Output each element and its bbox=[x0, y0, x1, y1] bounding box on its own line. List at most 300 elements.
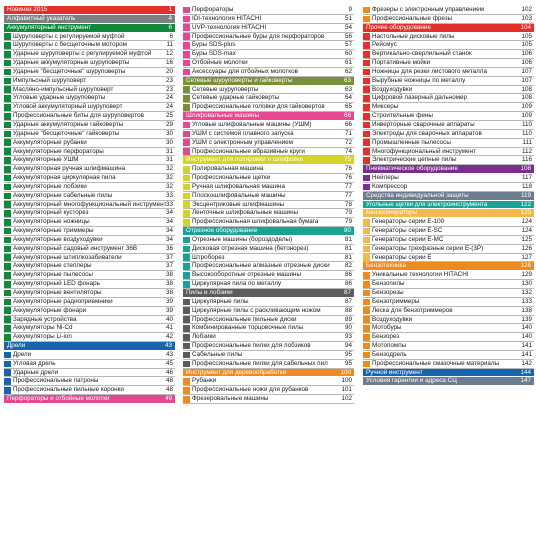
category-color-swatch bbox=[4, 175, 11, 182]
entry-title: Электрические цепные пилы bbox=[372, 156, 457, 164]
page-number: 77 bbox=[344, 191, 352, 199]
toc-entry[interactable] bbox=[4, 218, 175, 227]
category-color-swatch bbox=[363, 113, 370, 120]
toc-entry[interactable] bbox=[4, 59, 175, 68]
toc-entry[interactable] bbox=[183, 209, 354, 218]
page-number: 37 bbox=[165, 253, 173, 261]
category-color-swatch bbox=[183, 210, 190, 217]
page-number: 107 bbox=[521, 67, 532, 75]
toc-entry[interactable] bbox=[363, 333, 534, 342]
entry-title: Аксессуары для отбойных молотков bbox=[192, 67, 298, 75]
section-header[interactable] bbox=[183, 77, 354, 86]
page-number: 32 bbox=[165, 174, 173, 182]
toc-entry[interactable] bbox=[363, 254, 534, 263]
section-header[interactable] bbox=[183, 156, 354, 165]
category-color-swatch bbox=[363, 325, 370, 332]
category-color-swatch bbox=[363, 361, 370, 368]
page-number: 72 bbox=[344, 138, 352, 146]
page-number: 34 bbox=[165, 235, 173, 243]
section-header[interactable] bbox=[363, 165, 534, 174]
category-color-swatch bbox=[4, 299, 11, 306]
page-number: 65 bbox=[344, 103, 352, 111]
page-number: 29 bbox=[165, 120, 173, 128]
entry-title: Профессиональные пилки для сабельных пил bbox=[192, 359, 328, 367]
page-number: 132 bbox=[521, 289, 532, 296]
toc-entry[interactable] bbox=[183, 324, 354, 333]
section-header[interactable] bbox=[183, 369, 354, 378]
page-number: 140 bbox=[521, 324, 532, 332]
page-number: 31 bbox=[165, 156, 173, 164]
toc-entry[interactable] bbox=[363, 324, 534, 333]
toc-entry[interactable] bbox=[183, 68, 354, 77]
page-number: 75 bbox=[343, 156, 351, 164]
toc-entry[interactable] bbox=[4, 139, 175, 148]
entry-title: Ножницы для резки листового металла bbox=[372, 67, 487, 75]
toc-entry[interactable] bbox=[4, 112, 175, 121]
page-number: 4 bbox=[168, 14, 172, 22]
toc-entry[interactable] bbox=[363, 130, 534, 139]
entry-title: Бензогенераторы bbox=[366, 209, 418, 217]
entry-title: Миксеры bbox=[372, 103, 399, 111]
page-number: 66 bbox=[344, 120, 352, 128]
section-header[interactable] bbox=[4, 6, 175, 15]
page-number: 74 bbox=[344, 147, 352, 155]
page-number: 90 bbox=[344, 324, 352, 332]
toc-entry[interactable] bbox=[4, 262, 175, 271]
entry-title: Аккумуляторные ножницы bbox=[13, 218, 90, 226]
entry-title: Генераторы серии E-SC bbox=[372, 227, 443, 235]
section-header[interactable] bbox=[363, 24, 534, 33]
category-color-swatch bbox=[363, 228, 370, 235]
page-number: 109 bbox=[521, 112, 532, 120]
toc-entry[interactable] bbox=[4, 316, 175, 325]
toc-entry[interactable] bbox=[363, 77, 534, 86]
category-color-swatch bbox=[183, 246, 190, 253]
toc-entry[interactable] bbox=[183, 6, 354, 15]
toc-entry[interactable] bbox=[363, 236, 534, 245]
category-color-swatch bbox=[4, 148, 11, 155]
entry-title: Штроборез bbox=[192, 253, 225, 261]
toc-entry[interactable] bbox=[4, 386, 175, 395]
toc-entry[interactable] bbox=[4, 165, 175, 174]
toc-entry[interactable] bbox=[183, 165, 354, 174]
page-number: 105 bbox=[521, 32, 532, 40]
toc-entry[interactable] bbox=[4, 298, 175, 307]
toc-entry[interactable] bbox=[183, 192, 354, 201]
section-header[interactable] bbox=[4, 15, 175, 24]
entry-title: Мотобуры bbox=[372, 324, 402, 332]
toc-entry[interactable] bbox=[363, 121, 534, 130]
toc-entry[interactable] bbox=[183, 103, 354, 112]
toc-entry[interactable] bbox=[183, 395, 354, 404]
page-number: 66 bbox=[343, 112, 351, 120]
page-number: 33 bbox=[165, 200, 173, 208]
page-number: 142 bbox=[521, 359, 532, 367]
entry-title: Рубанки bbox=[192, 377, 217, 385]
toc-entry[interactable] bbox=[363, 59, 534, 68]
entry-title: Шлифовальные машины bbox=[186, 112, 260, 120]
page-number: 81 bbox=[344, 235, 352, 243]
toc-entry[interactable] bbox=[183, 86, 354, 95]
entry-title: Электроды для сварочных аппаратов bbox=[372, 129, 482, 137]
toc-entry[interactable] bbox=[183, 342, 354, 351]
toc-entry[interactable] bbox=[183, 271, 354, 280]
entry-title: Циркулярная пила по металлу bbox=[192, 280, 282, 288]
entry-title: Инструмент для деревообработки bbox=[186, 368, 287, 376]
category-color-swatch bbox=[4, 184, 11, 191]
toc-entry[interactable] bbox=[363, 86, 534, 95]
toc-entry[interactable] bbox=[4, 94, 175, 103]
page-number: 104 bbox=[520, 23, 531, 31]
entry-title: Угольные щетки для электроинструмента bbox=[366, 200, 488, 208]
page-number: 124 bbox=[521, 218, 532, 226]
category-color-swatch bbox=[4, 361, 11, 368]
page-number: 61 bbox=[344, 59, 352, 67]
toc-entry[interactable] bbox=[183, 183, 354, 192]
page-number: 117 bbox=[521, 174, 532, 182]
toc-entry[interactable] bbox=[4, 271, 175, 280]
entry-title: Фрезеры с электронным управлением bbox=[372, 6, 484, 13]
category-color-swatch bbox=[363, 131, 370, 138]
toc-entry[interactable] bbox=[363, 227, 534, 236]
toc-entry[interactable] bbox=[183, 245, 354, 254]
entry-title: Аккумуляторные пылесосы bbox=[13, 271, 93, 279]
toc-entry[interactable] bbox=[363, 298, 534, 307]
entry-title: Профессиональные щетки bbox=[192, 174, 271, 182]
entry-title: Профессиональные биты для шуруповертов bbox=[13, 112, 144, 120]
toc-entry[interactable] bbox=[4, 254, 175, 263]
toc-entry[interactable] bbox=[183, 174, 354, 183]
entry-title: Инверторные сварочные аппараты bbox=[372, 120, 475, 128]
category-color-swatch bbox=[183, 334, 190, 341]
page-number: 107 bbox=[521, 76, 532, 84]
toc-entry[interactable] bbox=[363, 360, 534, 369]
toc-entry[interactable] bbox=[4, 77, 175, 86]
entry-title: Комбинированные торцовочные пилы bbox=[192, 324, 304, 332]
category-color-swatch bbox=[183, 263, 190, 270]
toc-entry[interactable] bbox=[4, 324, 175, 333]
category-color-swatch bbox=[183, 16, 190, 23]
category-color-swatch bbox=[363, 33, 370, 40]
entry-title: Пилы и лобзики bbox=[186, 289, 233, 296]
page-number: 30 bbox=[165, 138, 173, 146]
page-number: 33 bbox=[165, 191, 173, 199]
category-color-swatch bbox=[183, 281, 190, 288]
page-number: 130 bbox=[521, 280, 532, 288]
entry-title: Аккумуляторный инструмент bbox=[7, 23, 92, 31]
category-color-swatch bbox=[4, 131, 11, 138]
entry-title: Импульсный шуруповерт bbox=[13, 76, 87, 84]
toc-entry[interactable] bbox=[183, 201, 354, 210]
toc-entry[interactable] bbox=[363, 183, 534, 192]
category-color-swatch bbox=[4, 272, 11, 279]
toc-entry[interactable] bbox=[363, 148, 534, 157]
toc-entry[interactable] bbox=[363, 33, 534, 42]
toc-entry[interactable] bbox=[4, 174, 175, 183]
category-color-swatch bbox=[363, 16, 370, 23]
entry-title: Плоскошлифовальные машины bbox=[192, 191, 286, 199]
category-color-swatch bbox=[183, 316, 190, 323]
toc-entry[interactable] bbox=[183, 351, 354, 360]
category-color-swatch bbox=[183, 325, 190, 332]
page-number: 6 bbox=[168, 23, 172, 31]
page-number: 79 bbox=[344, 209, 352, 217]
category-color-swatch bbox=[4, 60, 11, 67]
toc-entry[interactable] bbox=[4, 50, 175, 59]
toc-entry[interactable] bbox=[363, 6, 534, 15]
page-number: 31 bbox=[165, 147, 173, 155]
toc-entry[interactable] bbox=[183, 254, 354, 263]
toc-entry[interactable] bbox=[183, 139, 354, 148]
page-number: 95 bbox=[344, 350, 352, 358]
section-header[interactable] bbox=[363, 369, 534, 378]
category-color-swatch bbox=[4, 334, 11, 341]
toc-entry[interactable] bbox=[4, 86, 175, 95]
page-number: 77 bbox=[344, 182, 352, 190]
page-number: 34 bbox=[165, 227, 173, 235]
category-color-swatch bbox=[363, 51, 370, 58]
toc-entry[interactable] bbox=[363, 280, 534, 289]
category-color-swatch bbox=[4, 69, 11, 76]
section-header[interactable] bbox=[183, 112, 354, 121]
toc-entry[interactable] bbox=[363, 271, 534, 280]
entry-title: Профессиональные пильные диски bbox=[192, 315, 297, 323]
page-number: 41 bbox=[165, 324, 173, 332]
entry-title: Аккумуляторные триммеры bbox=[13, 227, 94, 235]
toc-entry[interactable] bbox=[363, 342, 534, 351]
toc-entry[interactable] bbox=[183, 236, 354, 245]
toc-entry[interactable] bbox=[4, 201, 175, 210]
entry-title: Профессиональные пилки для лобзиков bbox=[192, 342, 311, 350]
entry-title: Аккумуляторные фонари bbox=[13, 306, 87, 314]
entry-title: Аккумуляторные степлеры bbox=[13, 262, 92, 270]
category-color-swatch bbox=[183, 352, 190, 359]
category-color-swatch bbox=[363, 184, 370, 191]
page-number: 11 bbox=[166, 41, 173, 49]
section-header[interactable] bbox=[363, 262, 534, 271]
category-color-swatch bbox=[4, 307, 11, 314]
page-number: 106 bbox=[521, 59, 532, 67]
page-number: 64 bbox=[344, 94, 352, 102]
toc-entry[interactable] bbox=[363, 156, 534, 165]
entry-title: Дрели bbox=[13, 350, 32, 358]
entry-title: Ударные дрели bbox=[13, 368, 59, 376]
toc-entry[interactable] bbox=[4, 209, 175, 218]
toc-entry[interactable] bbox=[4, 103, 175, 112]
toc-entry[interactable] bbox=[363, 103, 534, 112]
page-number: 39 bbox=[165, 306, 173, 314]
toc-entry[interactable] bbox=[4, 307, 175, 316]
page-number: 48 bbox=[165, 377, 173, 385]
entry-title: Лобзики bbox=[192, 333, 216, 341]
section-header[interactable] bbox=[4, 342, 175, 351]
section-header[interactable] bbox=[363, 201, 534, 210]
toc-entry[interactable] bbox=[183, 33, 354, 42]
toc-entry[interactable] bbox=[183, 121, 354, 130]
page-number: 116 bbox=[521, 156, 532, 164]
section-header[interactable] bbox=[4, 24, 175, 33]
page-number: 38 bbox=[165, 271, 173, 279]
toc-entry[interactable] bbox=[4, 148, 175, 157]
toc-entry[interactable] bbox=[183, 333, 354, 342]
category-color-swatch bbox=[183, 175, 190, 182]
toc-entry[interactable] bbox=[4, 183, 175, 192]
entry-title: Ленточные шлифовальные машины bbox=[192, 209, 299, 217]
entry-title: Профессиональные алмазные отрезные диски bbox=[192, 262, 330, 270]
page-number: 42 bbox=[165, 333, 173, 341]
entry-title: Высокооборотные отрезные машины bbox=[192, 271, 302, 279]
category-color-swatch bbox=[183, 86, 190, 93]
toc-entry[interactable] bbox=[363, 289, 534, 298]
page-number: 126 bbox=[521, 244, 532, 252]
category-color-swatch bbox=[363, 299, 370, 306]
entry-title: Аккумуляторные воздуходувки bbox=[13, 235, 103, 243]
page-number: 38 bbox=[165, 289, 173, 296]
toc-entry[interactable] bbox=[4, 68, 175, 77]
category-color-swatch bbox=[4, 290, 11, 297]
category-color-swatch bbox=[4, 246, 11, 253]
toc-entry[interactable] bbox=[183, 50, 354, 59]
toc-entry[interactable] bbox=[4, 33, 175, 42]
entry-title: Сетевые шуруповерты bbox=[192, 85, 259, 93]
entry-title: Воздуходувки bbox=[372, 315, 413, 323]
category-color-swatch bbox=[183, 299, 190, 306]
page-number: 12 bbox=[165, 50, 173, 58]
toc-entry[interactable] bbox=[4, 369, 175, 378]
page-number: 81 bbox=[344, 244, 352, 252]
page-number: 110 bbox=[521, 120, 532, 128]
page-number: 76 bbox=[344, 165, 352, 173]
page-number: 9 bbox=[348, 6, 352, 13]
toc-entry[interactable] bbox=[363, 245, 534, 254]
entry-title: Аккумуляторный садовый инструмент 36В bbox=[13, 244, 138, 252]
toc-entry[interactable] bbox=[4, 351, 175, 360]
toc-entry[interactable] bbox=[183, 59, 354, 68]
toc-entry[interactable] bbox=[183, 386, 354, 395]
toc-entry[interactable] bbox=[363, 112, 534, 121]
toc-entry[interactable] bbox=[363, 218, 534, 227]
category-color-swatch bbox=[363, 60, 370, 67]
entry-title: Дрели bbox=[7, 342, 26, 350]
entry-title: Профессиональные абразивные круги bbox=[192, 147, 305, 155]
page-number: 87 bbox=[343, 289, 351, 296]
toc-entry[interactable] bbox=[183, 262, 354, 271]
toc-entry[interactable] bbox=[183, 15, 354, 24]
entry-title: Генераторы серии E-MC bbox=[372, 235, 444, 243]
page-number: 128 bbox=[520, 262, 531, 270]
toc-entry[interactable] bbox=[4, 41, 175, 50]
toc-entry[interactable] bbox=[183, 41, 354, 50]
page-number: 108 bbox=[521, 85, 532, 93]
page-number: 34 bbox=[165, 218, 173, 226]
toc-entry[interactable] bbox=[4, 333, 175, 342]
toc-entry[interactable] bbox=[183, 94, 354, 103]
category-color-swatch bbox=[183, 387, 190, 394]
entry-title: Перфораторы bbox=[192, 6, 234, 13]
toc-entry[interactable] bbox=[4, 227, 175, 236]
section-header[interactable] bbox=[363, 209, 534, 218]
entry-title: Шуруповерты с бесщеточным мотором bbox=[13, 41, 128, 49]
toc-entry[interactable] bbox=[363, 174, 534, 183]
entry-title: Угловые шлифовальные машины (УШМ) bbox=[192, 120, 312, 128]
toc-entry[interactable] bbox=[183, 377, 354, 386]
entry-title: Ударные аккумуляторные шуруповерты bbox=[13, 59, 130, 67]
toc-entry[interactable] bbox=[363, 139, 534, 148]
category-color-swatch bbox=[363, 334, 370, 341]
toc-entry[interactable] bbox=[183, 130, 354, 139]
category-color-swatch bbox=[4, 113, 11, 120]
entry-title: Генераторы серии E bbox=[372, 253, 432, 261]
category-color-swatch bbox=[363, 157, 370, 164]
entry-title: Профессиональная шлифовальная бумага bbox=[192, 218, 319, 226]
entry-title: Промышленные пылесосы bbox=[372, 138, 451, 146]
page-number: 138 bbox=[521, 306, 532, 314]
toc-entry[interactable] bbox=[363, 316, 534, 325]
toc-entry[interactable] bbox=[4, 236, 175, 245]
toc-entry[interactable] bbox=[183, 298, 354, 307]
entry-title: Аккумуляторные сабельные пилы bbox=[13, 191, 113, 199]
toc-entry[interactable] bbox=[4, 192, 175, 201]
toc-entry[interactable] bbox=[183, 360, 354, 369]
section-header[interactable] bbox=[363, 377, 534, 386]
page-number: 79 bbox=[344, 218, 352, 226]
page-number: 32 bbox=[165, 182, 173, 190]
toc-entry[interactable] bbox=[183, 307, 354, 316]
page-number: 43 bbox=[164, 342, 172, 350]
section-header[interactable] bbox=[183, 227, 354, 236]
entry-title: Циркулярные пилы bbox=[192, 297, 249, 305]
toc-entry[interactable] bbox=[4, 360, 175, 369]
toc-entry[interactable] bbox=[363, 41, 534, 50]
page-number: 32 bbox=[165, 165, 173, 173]
category-color-swatch bbox=[363, 316, 370, 323]
toc-entry[interactable] bbox=[4, 121, 175, 130]
toc-entry[interactable] bbox=[363, 68, 534, 77]
entry-title: Угловые ударные шуруповерты bbox=[13, 94, 106, 102]
toc-entry[interactable] bbox=[4, 130, 175, 139]
entry-title: Цифровой лазерный дальномер bbox=[372, 94, 468, 102]
toc-entry[interactable] bbox=[4, 377, 175, 386]
page-number: 129 bbox=[521, 271, 532, 279]
toc-entry[interactable] bbox=[4, 156, 175, 165]
toc-entry[interactable] bbox=[4, 280, 175, 289]
entry-title: Аккумуляторные радиоприемники bbox=[13, 297, 113, 305]
section-header[interactable] bbox=[4, 395, 175, 404]
section-header[interactable] bbox=[363, 192, 534, 201]
page-number: 82 bbox=[344, 262, 352, 270]
toc-entry[interactable] bbox=[363, 307, 534, 316]
toc-entry[interactable] bbox=[4, 289, 175, 298]
toc-entry[interactable] bbox=[363, 15, 534, 24]
entry-title: Аккумуляторный кусторез bbox=[13, 209, 89, 217]
category-color-swatch bbox=[4, 369, 11, 376]
category-color-swatch bbox=[4, 201, 11, 208]
toc-entry[interactable] bbox=[183, 24, 354, 33]
section-header[interactable] bbox=[183, 289, 354, 298]
toc-entry[interactable] bbox=[183, 148, 354, 157]
toc-entry[interactable] bbox=[183, 316, 354, 325]
entry-title: UVP-технология HITACHI bbox=[192, 23, 267, 31]
toc-entry[interactable] bbox=[183, 218, 354, 227]
toc-entry[interactable] bbox=[183, 280, 354, 289]
toc-entry[interactable] bbox=[363, 351, 534, 360]
toc-entry[interactable] bbox=[4, 245, 175, 254]
entry-title: Аккумуляторный многофункциональный инструмент bbox=[13, 200, 167, 208]
toc-entry[interactable] bbox=[363, 50, 534, 59]
toc-entry[interactable] bbox=[363, 94, 534, 103]
page-number: 140 bbox=[521, 333, 532, 341]
entry-title: Дисковая отрезная машина (бетонорез) bbox=[192, 244, 309, 252]
